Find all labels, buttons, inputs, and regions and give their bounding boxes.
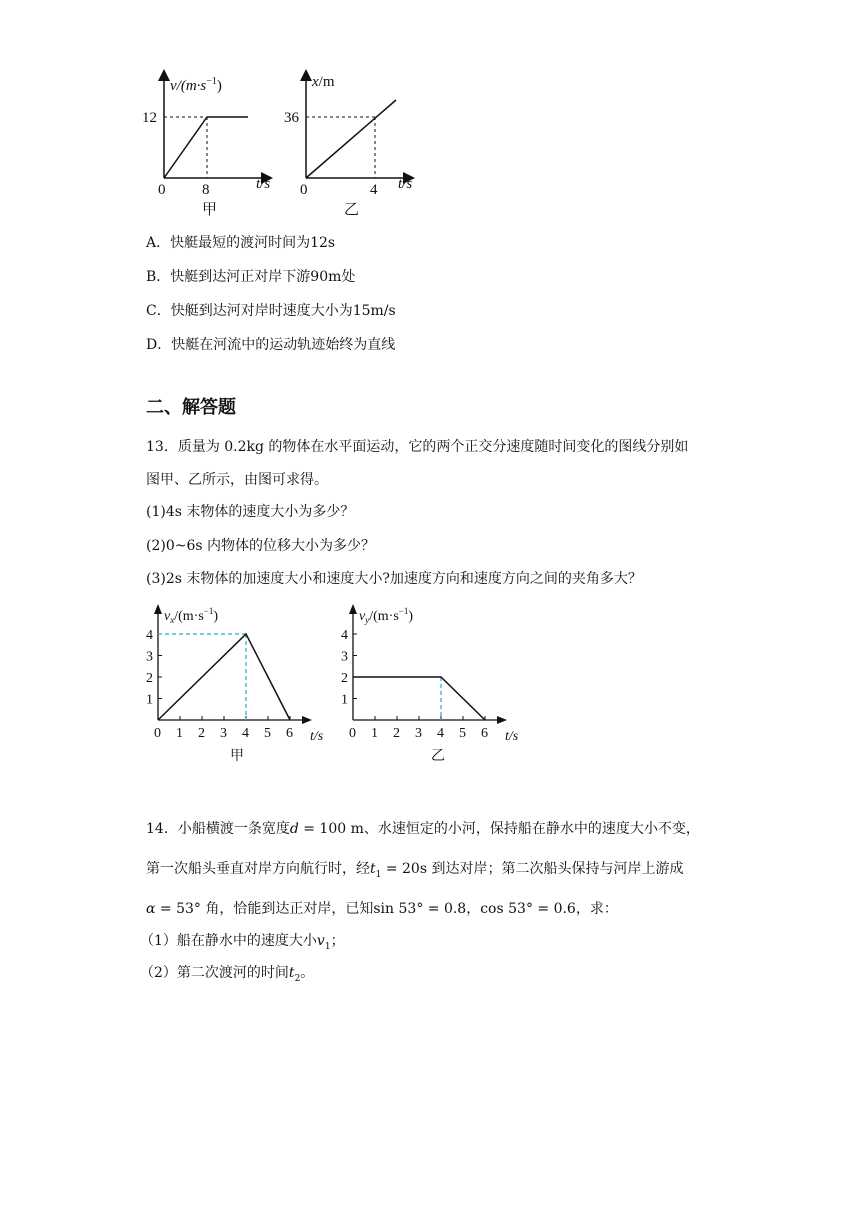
x-tick-label: 2 [393, 726, 400, 741]
x-axis-label: t/s [505, 729, 519, 744]
option-d: D．快艇在河流中的运动轨迹始终为直线 [146, 337, 396, 353]
q13-sub2: (2)0~6s 内物体的位移大小为多少？ [146, 538, 376, 554]
q14-sub1: （1）船在静水中的速度大小$v_1$； [140, 933, 345, 952]
caption-yi: 乙 [344, 202, 360, 218]
x-tick-label: 5 [264, 726, 271, 741]
y-tick-label: 4 [341, 628, 348, 643]
y-axis-label: x/m [312, 74, 335, 90]
y-tick-label: 3 [146, 649, 153, 665]
origin-label: 0 [300, 182, 308, 198]
x-axis-label: t/s [310, 729, 324, 744]
x-axis-arrow [497, 716, 507, 724]
y-tick-12: 12 [142, 110, 157, 126]
y-tick-label: 2 [146, 671, 153, 686]
option-a: A．快艇最短的渡河时间为12s [146, 235, 336, 251]
q14-line2: 第一次船头垂直对岸方向航行时，经$t_1 = 20s$ 到达对岸；第二次船头保持与河岸上游成 [146, 861, 684, 880]
x-tick-label: 2 [198, 726, 205, 741]
q12-graph-jia [130, 66, 290, 226]
displacement-line [306, 100, 396, 178]
x-tick-label: 1 [176, 726, 183, 741]
x-tick-label: 4 [437, 726, 444, 741]
caption-jia: 甲 [202, 202, 218, 218]
y-tick-label: 2 [341, 671, 348, 686]
x-tick-label: 0 [154, 726, 161, 741]
y-axis-label: $v_x/(m\cdot s^{-1})$ [164, 606, 219, 625]
q14-line1: 14．小船横渡一条宽度d = 100 m、水速恒定的小河，保持船在静水中的速度大小不变， [146, 821, 700, 837]
x-axis-arrow [302, 716, 312, 724]
x-tick-label: 4 [242, 726, 249, 741]
origin-label: 0 [158, 182, 166, 198]
x-tick-label: 1 [371, 726, 378, 741]
q13-sub3: (3)2s 末物体的加速度大小和速度大小?加速度方向和速度方向之间的夹角多大？ [146, 571, 642, 587]
q13-line1: 13．质量为 0.2kg 的物体在水平面运动，它的两个正交分速度随时间变化的图线分别如 [146, 439, 689, 455]
x-tick-label: 5 [459, 726, 466, 741]
y-axis-arrow [349, 604, 357, 614]
q13-chart-jia [140, 600, 340, 770]
q13-sub1: (1)4s 末物体的速度大小为多少？ [146, 504, 355, 520]
q14-line3: α = 53° 角，恰能到达正对岸，已知sin 53° = 0.8，cos 53° = 0.6，求： [146, 901, 618, 917]
section-title: 二、解答题 [146, 397, 236, 418]
q12-graph-yi [272, 66, 432, 226]
y-tick-label: 3 [341, 649, 348, 665]
y-axis-label: $v_y/(m\cdot s^{-1})$ [359, 606, 414, 625]
series-line [158, 634, 290, 720]
velocity-line-rise [164, 117, 207, 178]
x-tick-label: 6 [481, 726, 488, 741]
x-axis-label: t/s [256, 176, 271, 192]
q13-chart-yi [335, 600, 535, 770]
y-axis-label: $v/(m\cdot s^{-1})$ [170, 76, 222, 94]
q14-sub2: （2）第二次渡河的时间$t_2$。 [140, 965, 315, 984]
option-b: B．快艇到达河正对岸下游90m处 [146, 269, 356, 285]
q13-line2: 图甲、乙所示，由图可求得。 [146, 472, 328, 488]
x-axis-label: t/s [398, 176, 413, 192]
x-tick-label: 0 [349, 726, 356, 741]
x-tick-label: 3 [220, 726, 227, 741]
caption-yi: 乙 [431, 749, 445, 764]
x-tick-label: 3 [415, 726, 422, 741]
y-tick-label: 1 [146, 692, 153, 708]
y-tick-36: 36 [284, 110, 299, 126]
x-tick-4: 4 [370, 182, 378, 198]
x-tick-8: 8 [202, 182, 210, 198]
y-tick-label: 4 [146, 628, 153, 643]
y-tick-label: 1 [341, 692, 348, 708]
y-axis-arrow [154, 604, 162, 614]
series-line [353, 677, 485, 720]
option-c: C．快艇到达河对岸时速度大小为15m/s [146, 303, 396, 319]
caption-jia: 甲 [230, 749, 244, 764]
x-tick-label: 6 [286, 726, 293, 741]
